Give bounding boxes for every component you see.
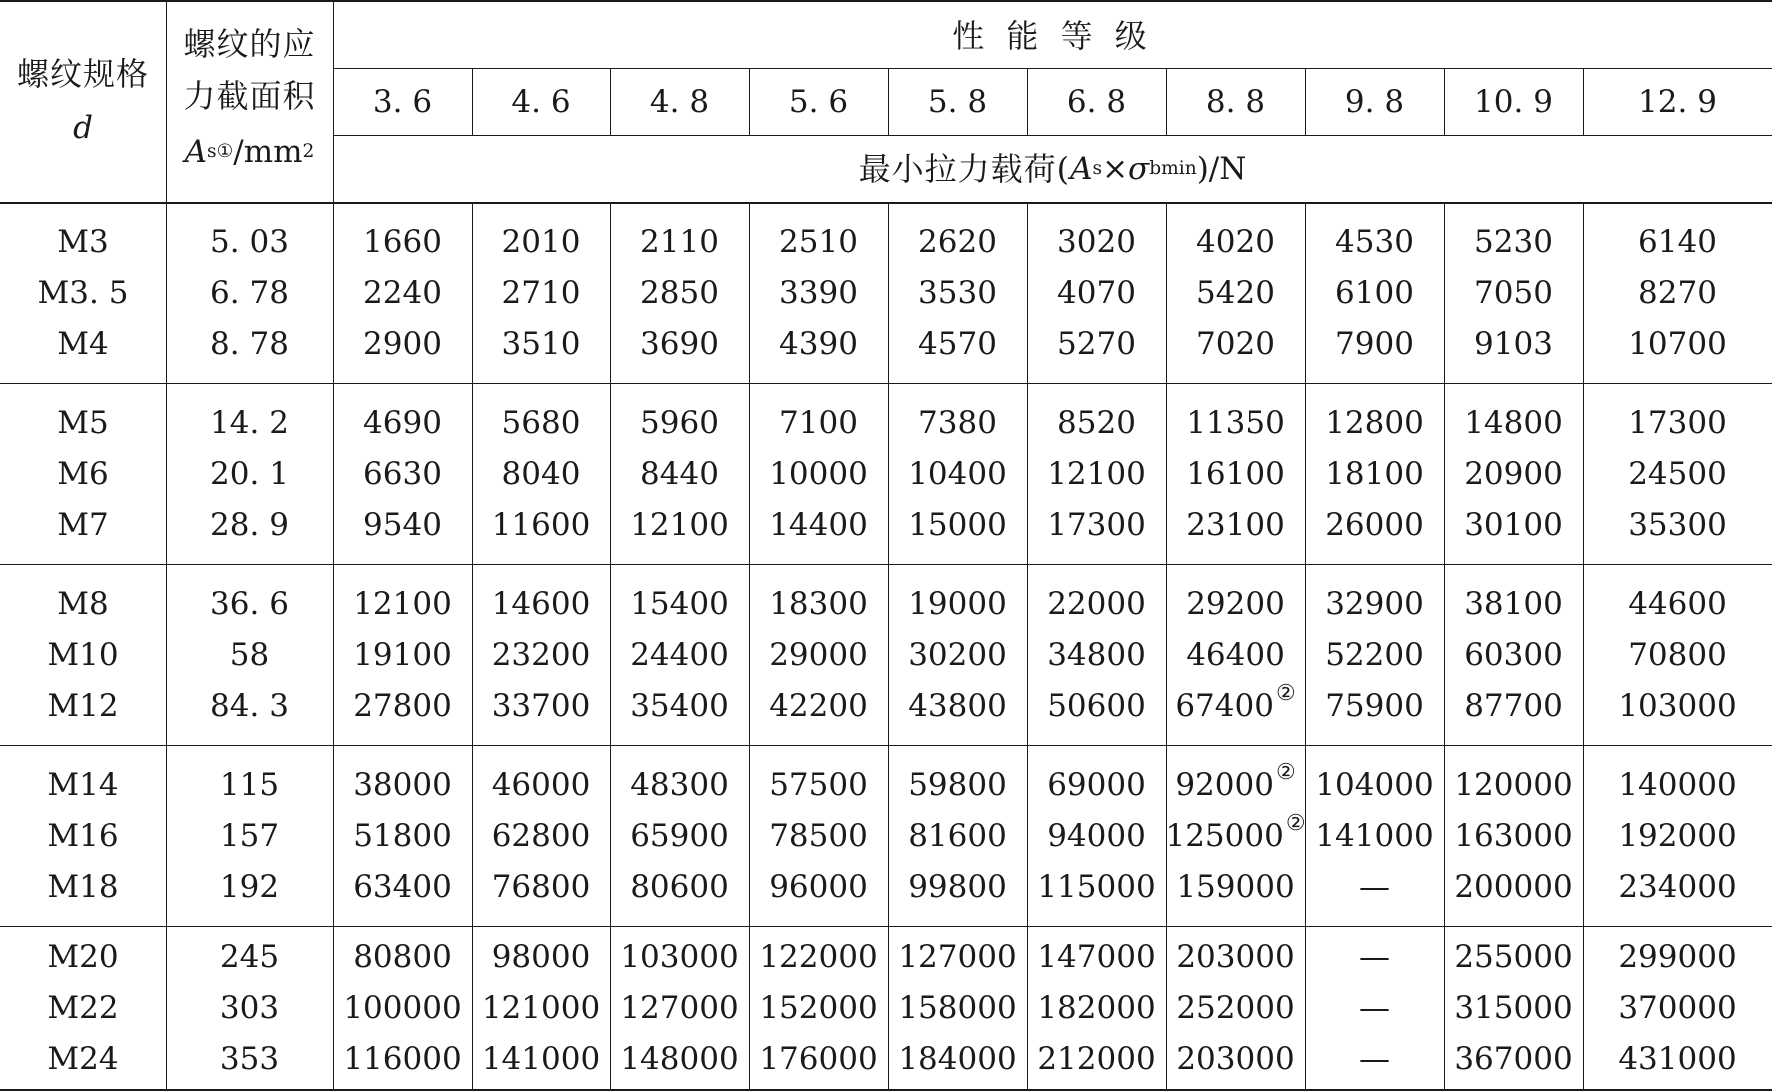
thread-spec-cell: M3. 5 <box>37 275 129 311</box>
min-load-cell: 4070 <box>1057 275 1136 311</box>
min-load-cell: 116000 <box>343 1040 462 1077</box>
min-load-cell: 70800 <box>1628 636 1727 673</box>
grade-label: 5. 6 <box>788 83 849 120</box>
min-load-cell: 62800 <box>491 817 591 854</box>
min-load-cell: 9540 <box>363 506 442 543</box>
min-load-cell: 42200 <box>769 687 868 724</box>
min-load-cell <box>1166 681 1305 732</box>
min-load-cell: 81600 <box>908 817 1007 854</box>
min-load-cell: 152000 <box>759 989 878 1026</box>
min-load-cell: 22000 <box>1047 585 1146 622</box>
thread-spec-cell: M12 <box>47 687 119 724</box>
min-load-cell: 35400 <box>630 687 729 724</box>
min-load-cell: 121000 <box>481 989 601 1026</box>
min-load-cell: 10000 <box>769 455 868 492</box>
min-load-cell: 80800 <box>353 938 452 975</box>
min-load-cell: 255000 <box>1454 938 1573 975</box>
min-load-cell: 26000 <box>1325 506 1424 543</box>
min-load-cell: 148000 <box>620 1040 739 1077</box>
min-load-cell: 12100 <box>1047 455 1146 492</box>
min-load-cell: 5960 <box>640 404 719 441</box>
min-load-cell: 98000 <box>491 938 591 975</box>
thread-spec-cell: M20 <box>47 938 119 975</box>
min-load-cell: 6140 <box>1638 224 1717 260</box>
min-load-cell: 43800 <box>908 687 1007 724</box>
stress-area-cell: 8. 78 <box>210 326 289 362</box>
load-value: 67400 <box>1175 687 1274 724</box>
thread-spec-cell: M3 <box>57 224 109 260</box>
min-load-cell: 2850 <box>640 275 719 311</box>
min-load-cell: 184000 <box>898 1040 1017 1077</box>
min-load-cell: 69000 <box>1047 766 1146 803</box>
thread-spec-cell: M22 <box>47 989 119 1026</box>
min-load-cell: 44600 <box>1628 585 1727 622</box>
min-load-cell: 50600 <box>1047 687 1146 724</box>
min-load-cell: 76800 <box>491 868 591 905</box>
thread-spec-cell: M7 <box>57 506 109 543</box>
min-load-cell: 23100 <box>1186 506 1285 543</box>
thread-spec-cell: M8 <box>57 585 109 622</box>
stress-area-cell: 84. 3 <box>210 687 289 724</box>
min-load-cell: 158000 <box>898 989 1017 1026</box>
min-load-cell: 2010 <box>501 224 581 260</box>
min-load-cell: 14800 <box>1464 404 1563 441</box>
load-value: 125000 <box>1165 817 1284 854</box>
min-load-cell: 94000 <box>1047 817 1146 854</box>
thread-spec-cell: M5 <box>57 404 109 441</box>
min-load-cell: 27800 <box>353 687 452 724</box>
stress-area-cell: 157 <box>219 817 280 854</box>
load-title-sigma: σ <box>1128 150 1150 187</box>
min-load-cell: 200000 <box>1454 868 1573 905</box>
min-load-cell: 203000 <box>1176 1040 1295 1077</box>
min-load-cell: 163000 <box>1454 817 1573 854</box>
min-load-cell: 3690 <box>640 326 719 362</box>
min-load-cell: 60300 <box>1464 636 1563 673</box>
grade-label: 5. 8 <box>927 83 988 120</box>
min-load-cell: 140000 <box>1618 766 1737 803</box>
min-load-cell: 32900 <box>1325 585 1424 622</box>
min-load-cell: 315000 <box>1454 989 1573 1026</box>
stress-area-cell: 5. 03 <box>210 224 289 260</box>
min-load-cell: 370000 <box>1618 989 1737 1026</box>
min-load-cell: 19100 <box>353 636 452 673</box>
min-load-cell: 87700 <box>1464 687 1563 724</box>
min-load-cell: 96000 <box>769 868 868 905</box>
min-load-cell: 12800 <box>1325 404 1424 441</box>
stress-area-cell: 192 <box>219 868 280 905</box>
min-load-cell: 5270 <box>1057 326 1136 362</box>
min-load-cell: 30200 <box>908 636 1007 673</box>
min-load-cell: 2900 <box>363 326 442 362</box>
min-load-cell: 2620 <box>918 224 997 260</box>
min-load-cell: 30100 <box>1464 506 1563 543</box>
min-load-cell: 120000 <box>1454 766 1573 803</box>
min-load-cell: 203000 <box>1176 938 1295 975</box>
load-title-suffix: )/N <box>1196 150 1247 187</box>
min-load-cell: 4530 <box>1335 224 1414 260</box>
min-load-cell: 38000 <box>353 766 452 803</box>
min-load-cell: 99800 <box>908 868 1007 905</box>
min-load-cell: 19000 <box>908 585 1007 622</box>
min-load-cell: 48300 <box>630 766 729 803</box>
min-load-cell: 159000 <box>1176 868 1295 905</box>
min-load-cell: 212000 <box>1037 1040 1156 1077</box>
min-load-cell: 4020 <box>1196 224 1275 260</box>
min-load-cell: 29000 <box>769 636 868 673</box>
min-load-cell: 182000 <box>1037 989 1156 1026</box>
thread-spec-cell: M14 <box>47 766 119 803</box>
min-load-cell: 431000 <box>1618 1040 1737 1077</box>
min-load-cell: 34800 <box>1047 636 1146 673</box>
group-rule <box>0 926 1772 927</box>
min-load-cell: 11600 <box>491 506 591 543</box>
area-unit-tail: /mm <box>233 133 303 170</box>
stress-area-cell: 58 <box>229 636 270 673</box>
spec-header-label: 螺纹规格 <box>16 55 149 93</box>
stress-area-cell: 36. 6 <box>210 585 289 622</box>
min-load-cell: 10400 <box>908 455 1007 492</box>
min-load-cell: 20900 <box>1464 455 1563 492</box>
grade-label: 4. 6 <box>511 83 571 120</box>
load-title-prefix: 最小拉力载荷( <box>858 150 1071 188</box>
min-load-cell: 35300 <box>1628 506 1727 543</box>
min-load-cell: 12100 <box>630 506 729 543</box>
load-title: 最小拉力载荷( A s × σ bmin )/N <box>858 150 1247 188</box>
min-load-cell: 2710 <box>501 275 581 311</box>
min-load-cell: 3510 <box>501 326 581 362</box>
min-load-cell: 115000 <box>1037 868 1156 905</box>
group-rule <box>0 745 1772 746</box>
grade-label: 10. 9 <box>1474 83 1553 120</box>
min-load-cell: 234000 <box>1618 868 1737 905</box>
stress-area-cell: 20. 1 <box>210 455 289 492</box>
thread-spec-cell: M10 <box>47 636 119 673</box>
thread-spec-cell: M16 <box>47 817 119 854</box>
min-load-cell: 24400 <box>630 636 729 673</box>
min-load-cell: 80600 <box>630 868 729 905</box>
min-load-cell: 176000 <box>759 1040 878 1077</box>
min-load-cell: 52200 <box>1325 636 1424 673</box>
min-load-cell: 7900 <box>1335 326 1414 362</box>
min-load-cell: 5680 <box>501 404 581 441</box>
min-load-cell: 4570 <box>918 326 997 362</box>
min-load-cell: 46400 <box>1186 636 1285 673</box>
min-load-cell: 9103 <box>1474 326 1553 362</box>
min-load-cell: 3530 <box>918 275 997 311</box>
min-load-cell: 1660 <box>363 224 442 260</box>
min-load-cell: 10700 <box>1628 326 1727 362</box>
min-load-cell: 2240 <box>363 275 442 311</box>
min-load-cell: 192000 <box>1618 817 1737 854</box>
footnote-marker: ② <box>1285 811 1306 836</box>
min-load-cell: 2110 <box>640 224 719 260</box>
load-title-times: × <box>1102 150 1129 187</box>
min-load-cell: 7380 <box>918 404 997 441</box>
min-load-cell: — <box>1359 1040 1390 1077</box>
min-load-cell <box>1166 760 1305 811</box>
min-load-cell: — <box>1359 938 1390 975</box>
grade-label: 8. 8 <box>1205 83 1266 120</box>
min-load-cell: 299000 <box>1618 938 1737 975</box>
grade-row-rule <box>333 135 1772 136</box>
min-load-cell: 2510 <box>779 224 858 260</box>
min-load-cell: 59800 <box>908 766 1007 803</box>
min-load-cell: 46000 <box>491 766 591 803</box>
min-load-cell: 367000 <box>1454 1040 1573 1077</box>
min-load-cell: 122000 <box>759 938 878 975</box>
group-rule <box>0 564 1772 565</box>
stress-area-cell: 353 <box>219 1040 280 1077</box>
min-load-cell: 3020 <box>1057 224 1136 260</box>
header-bottom-rule <box>0 202 1772 204</box>
min-load-cell: 14600 <box>491 585 591 622</box>
min-load-cell: 127000 <box>898 938 1017 975</box>
min-load-cell: 12100 <box>353 585 452 622</box>
grade-label: 3. 6 <box>372 83 433 120</box>
table-top-rule <box>0 0 1772 2</box>
grade-title: 性 能 等 级 <box>952 17 1153 55</box>
min-load-cell: 252000 <box>1176 989 1295 1026</box>
min-load-cell: 4690 <box>363 404 442 441</box>
min-load-cell: 51800 <box>353 817 452 854</box>
min-load-cell: 24500 <box>1628 455 1727 492</box>
min-load-cell: 29200 <box>1186 585 1285 622</box>
min-load-cell: 100000 <box>343 989 462 1026</box>
min-load-cell: 17300 <box>1628 404 1727 441</box>
grade-label: 12. 9 <box>1638 83 1717 120</box>
group-rule <box>0 383 1772 384</box>
min-load-cell: 7050 <box>1474 275 1553 311</box>
load-title-area-symbol: A <box>1070 150 1093 187</box>
min-load-cell: 63400 <box>353 868 452 905</box>
min-load-cell: 18100 <box>1325 455 1424 492</box>
min-load-cell: 11350 <box>1186 404 1285 441</box>
min-load-cell: 15400 <box>630 585 729 622</box>
min-load-cell <box>1166 811 1305 862</box>
min-load-cell: 17300 <box>1047 506 1146 543</box>
min-load-cell: — <box>1359 989 1390 1026</box>
min-load-cell: 104000 <box>1315 766 1434 803</box>
grade-label: 4. 8 <box>649 83 710 120</box>
load-value: 92000 <box>1175 766 1274 803</box>
min-load-cell: 8440 <box>640 455 719 492</box>
min-load-cell: 23200 <box>491 636 591 673</box>
min-load-cell: 3390 <box>779 275 858 311</box>
min-load-cell: 57500 <box>769 766 868 803</box>
min-load-cell: 18300 <box>769 585 868 622</box>
min-load-cell: 127000 <box>620 989 739 1026</box>
table-bottom-rule <box>0 1089 1772 1091</box>
grade-label: 9. 8 <box>1344 83 1405 120</box>
min-load-cell: 147000 <box>1037 938 1156 975</box>
thread-spec-cell: M6 <box>57 455 109 492</box>
thread-spec-cell: M4 <box>57 326 109 362</box>
min-load-cell: 38100 <box>1464 585 1563 622</box>
stress-area-cell: 14. 2 <box>210 404 289 441</box>
min-load-cell: 5420 <box>1196 275 1275 311</box>
min-load-cell: 103000 <box>620 938 739 975</box>
min-load-cell: 78500 <box>769 817 868 854</box>
min-load-cell: 5230 <box>1474 224 1553 260</box>
min-load-cell: — <box>1359 868 1390 905</box>
stress-area-cell: 303 <box>219 989 280 1026</box>
min-load-cell: 14400 <box>769 506 868 543</box>
min-load-cell: 103000 <box>1618 687 1737 724</box>
min-load-cell: 33700 <box>491 687 591 724</box>
stress-area-cell: 28. 9 <box>210 506 289 543</box>
footnote-marker: ② <box>1275 760 1296 785</box>
min-load-cell: 8270 <box>1638 275 1717 311</box>
min-load-cell: 6630 <box>363 455 442 492</box>
min-load-cell: 6100 <box>1335 275 1414 311</box>
min-load-cell: 7020 <box>1196 326 1275 362</box>
grade-label: 6. 8 <box>1066 83 1127 120</box>
min-load-cell: 75900 <box>1325 687 1424 724</box>
min-load-cell: 65900 <box>630 817 729 854</box>
area-header-label-2: 力截面积 <box>183 77 316 115</box>
area-header-label-1: 螺纹的应 <box>183 25 316 63</box>
footnote-marker: ② <box>1275 681 1296 706</box>
grade-title-rule <box>333 68 1772 69</box>
stress-area-cell: 245 <box>219 938 280 975</box>
min-load-cell: 15000 <box>908 506 1007 543</box>
min-load-cell: 4390 <box>779 326 858 362</box>
stress-area-cell: 6. 78 <box>210 275 289 311</box>
thread-spec-cell: M24 <box>47 1040 119 1077</box>
thread-spec-cell: M18 <box>47 868 119 905</box>
min-load-cell: 141000 <box>1315 817 1434 854</box>
stress-area-cell: 115 <box>219 766 280 803</box>
area-unit-symbol: A <box>184 133 208 170</box>
min-load-cell: 8040 <box>501 455 581 492</box>
area-header-unit: A s ① /mm 2 <box>184 133 315 170</box>
spec-header-symbol: d <box>73 109 93 146</box>
min-load-cell: 16100 <box>1186 455 1285 492</box>
min-load-cell: 7100 <box>779 404 858 441</box>
min-load-cell: 141000 <box>481 1040 601 1077</box>
min-load-cell: 8520 <box>1057 404 1136 441</box>
